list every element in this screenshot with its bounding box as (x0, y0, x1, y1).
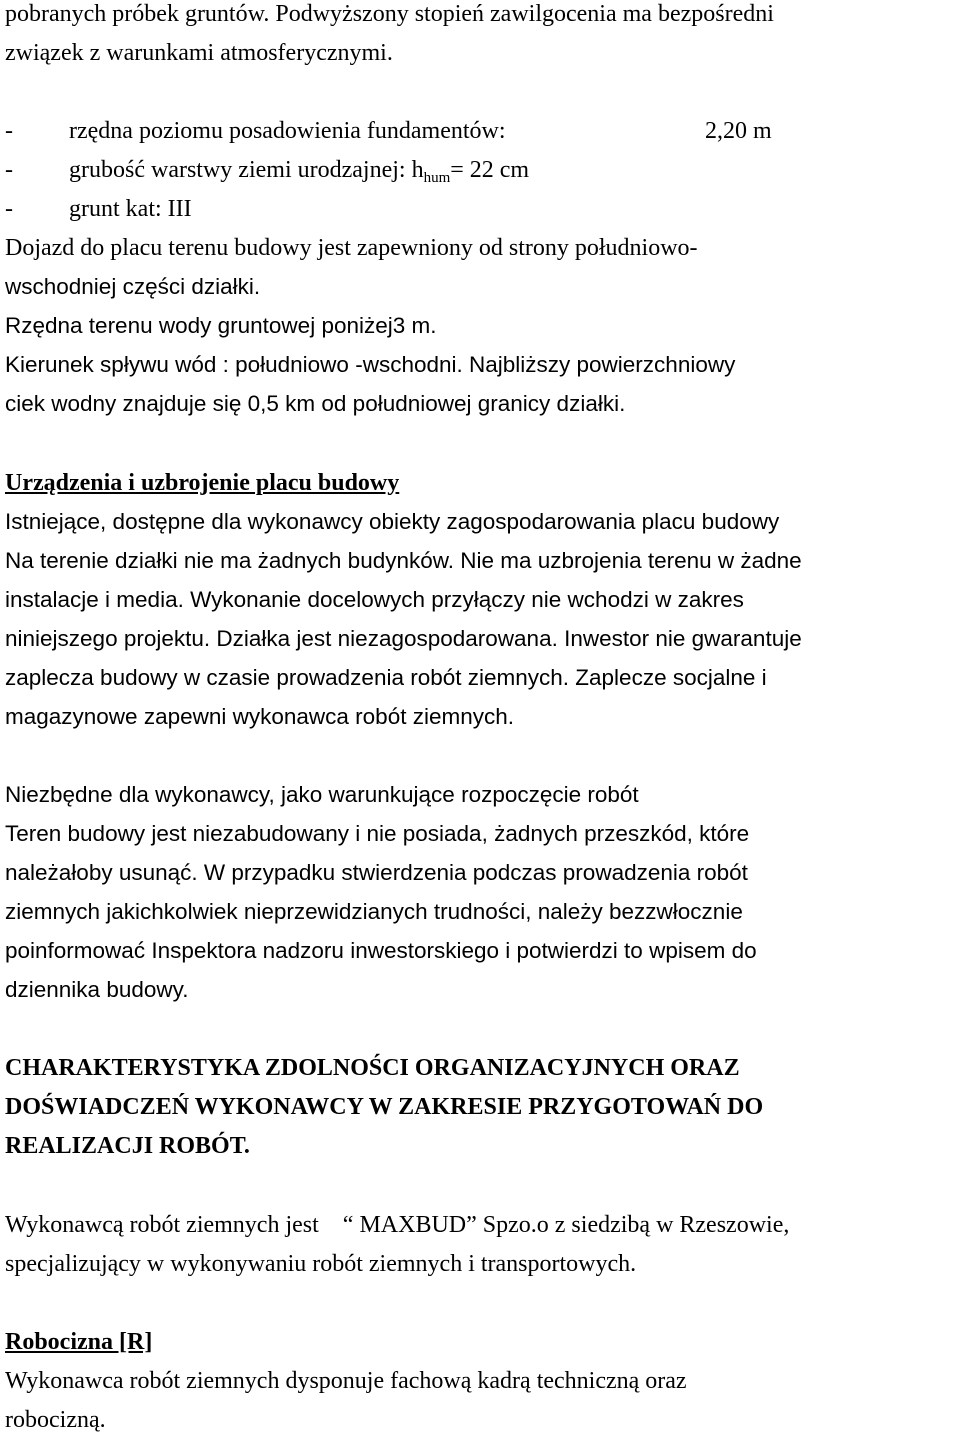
contractor-prefix: Wykonawcą robót ziemnych jest (5, 1212, 319, 1238)
param-label: grunt kat: III (69, 196, 192, 222)
contractor-name: MAXBUD (359, 1212, 467, 1238)
param-topsoil-thickness (5, 156, 529, 192)
contractor-close-quote: ” (466, 1212, 477, 1238)
param-soil-category (5, 195, 192, 223)
prerequisites-line: ziemnych jakichkolwiek nieprzewidzianych trudności, należy bezzwłocznie (5, 899, 743, 924)
prerequisites-line: poinformować Inspektora nadzoru inwestorskiego i potwierdzi to wpisem do (5, 938, 757, 963)
equipment-line: Istniejące, dostępne dla wykonawcy obiekty zagospodarowania placu budowy (5, 509, 780, 534)
param-label: rzędna poziomu posadowienia fundamentów: (69, 118, 506, 144)
param-dash: - (5, 196, 13, 222)
prerequisites-line: Teren budowy jest niezabudowany i nie posiada, żadnych przeszkód, które (5, 821, 750, 846)
section-heading-prerequisites: Niezbędne dla wykonawcy, jako warunkujące rozpoczęcie robót (5, 782, 639, 807)
section-heading-characteristics: DOŚWIADCZEŃ WYKONAWCY W ZAKRESIE PRZYGOTOWAŃ DO (5, 1094, 764, 1120)
equipment-line: Na terenie działki nie ma żadnych budynków. Nie ma uzbrojenia terenu w żadne (5, 548, 802, 573)
param-value: 2,20 m (705, 118, 772, 144)
water-line-2: Kierunek spływu wód : południowo -wschodni. Najbliższy powierzchniowy (5, 352, 736, 377)
contractor-line-1 (5, 1211, 789, 1239)
param-dash: - (5, 118, 13, 144)
section-heading-characteristics: REALIZACJI ROBÓT. (5, 1133, 250, 1159)
equipment-line: zaplecza budowy w czasie prowadzenia robót ziemnych. Zaplecze socjalne i (5, 665, 767, 690)
equipment-line: niniejszego projektu. Działka jest niezagospodarowana. Inwestor nie gwarantuje (5, 626, 802, 651)
labor-line-1: Wykonawca robót ziemnych dysponuje fachową kadrą techniczną oraz (5, 1368, 687, 1394)
contractor-line-2: specjalizujący w wykonywaniu robót ziemnych i transportowych. (5, 1251, 637, 1277)
access-line-2: wschodniej części działki. (5, 274, 261, 299)
equipment-line: magazynowe zapewni wykonawca robót ziemnych. (5, 704, 514, 729)
param-foundation-level (5, 117, 955, 145)
section-heading-equipment: Urządzenia i uzbrojenie placu budowy (5, 470, 400, 496)
equipment-line: instalacje i media. Wykonanie docelowych przyłączy nie wchodzi w zakres (5, 587, 744, 612)
intro-line-1: pobranych próbek gruntów. Podwyższony stopień zawilgocenia ma bezpośredni (5, 1, 774, 27)
access-line-1: Dojazd do placu terenu budowy jest zapewniony od strony południowo- (5, 235, 698, 261)
param-subscript: hum (423, 170, 451, 186)
labor-line-2: robocizną. (5, 1407, 106, 1433)
section-heading-labor: Robocizna [R] (5, 1329, 153, 1355)
param-label: grubość warstwy ziemi urodzajnej: h (69, 157, 424, 183)
section-heading-characteristics: CHARAKTERYSTYKA ZDOLNOŚCI ORGANIZACYJNYCH ORAZ (5, 1055, 740, 1081)
water-line-1: Rzędna terenu wody gruntowej poniżej3 m. (5, 313, 437, 338)
contractor-suffix: Spzo.o z siedzibą w Rzeszowie, (482, 1212, 790, 1238)
intro-line-2: związek z warunkami atmosferycznymi. (5, 40, 393, 66)
water-line-3: ciek wodny znajduje się 0,5 km od południowej granicy działki. (5, 391, 626, 416)
prerequisites-line: należałoby usunąć. W przypadku stwierdzenia podczas prowadzenia robót (5, 860, 748, 885)
prerequisites-line: dziennika budowy. (5, 977, 189, 1002)
param-dash: - (5, 157, 13, 183)
contractor-open-quote: “ (342, 1212, 354, 1238)
param-value: = 22 cm (450, 157, 530, 183)
